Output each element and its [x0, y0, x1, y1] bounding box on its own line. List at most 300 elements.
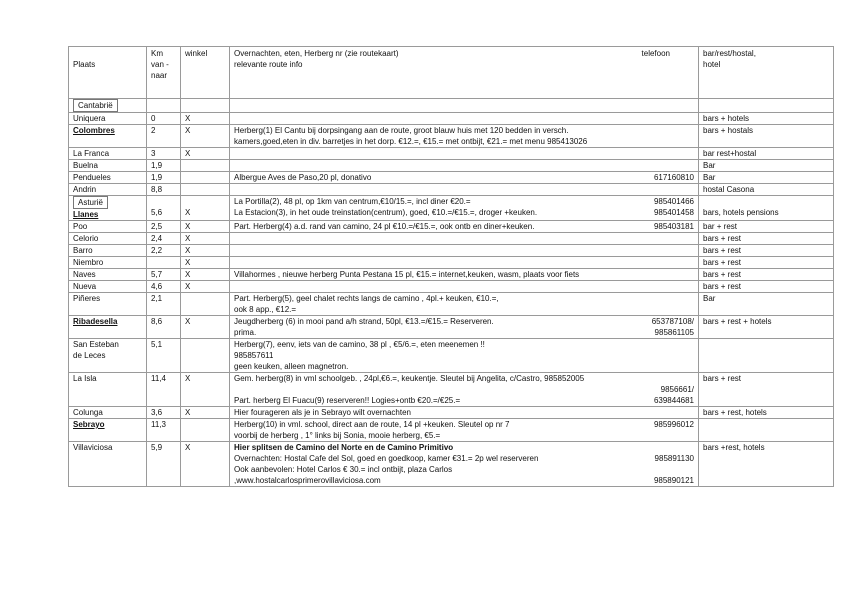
info-line [234, 430, 694, 441]
bar-value: bars + rest [703, 282, 742, 291]
place-cell [69, 196, 147, 221]
phone-number: 985891130 [654, 454, 694, 463]
info-text: geen keuken, alleen magnetron. [234, 362, 349, 371]
info-cell [230, 339, 699, 373]
bar-value: hostal Casona [703, 185, 755, 194]
info-line [234, 125, 694, 136]
km-cell [147, 373, 181, 407]
info-text: Part. Herberg(4) a.d. rand van camino, 24 pl €10.=/€15.=, ook ontb en diner+keuken. [234, 222, 535, 231]
place-name-wrap [73, 148, 142, 159]
place-name: Uniquera [73, 114, 106, 123]
place-name: La Isla [73, 374, 97, 383]
phone-number [688, 350, 694, 361]
place-name: Buelna [73, 161, 98, 170]
bar-value: bar rest+hostal [703, 149, 757, 158]
place-name-wrap [73, 339, 142, 350]
info-line [234, 373, 694, 384]
bar-value: bars + hostals [703, 126, 754, 135]
info-cell [230, 442, 699, 487]
winkel-spacer [185, 196, 225, 207]
place-name-wrap [73, 233, 142, 244]
place-name-wrap [73, 293, 142, 304]
region-label: Asturië [73, 196, 108, 209]
winkel-mark: X [185, 208, 191, 217]
place-cell [69, 148, 147, 160]
km-value: 1,9 [151, 161, 163, 170]
header-bar-line2: hotel [703, 60, 721, 69]
winkel-mark: X [185, 443, 191, 452]
winkel-cell [181, 442, 230, 487]
place-name: Andrin [73, 185, 97, 194]
info-line [234, 361, 694, 372]
place-name: Niembro [73, 258, 104, 267]
table-row [69, 316, 834, 339]
phone-number [688, 304, 694, 315]
km-cell [147, 221, 181, 233]
phone-number: 985861105 [654, 328, 694, 337]
info-text: Villahormes , nieuwe herberg Punta Pestana 15 pl, €15.= internet,keuken, wasm, plaats voor fiets [234, 270, 580, 279]
info-cell [230, 221, 699, 233]
winkel-cell [181, 257, 230, 269]
place-name-wrap [73, 221, 142, 232]
phone-number: 985403181 [653, 222, 694, 231]
km-value: 5,7 [151, 270, 163, 279]
km-cell [147, 293, 181, 316]
km-value: 2 [151, 126, 156, 135]
bar-value: bars + rest [703, 234, 742, 243]
header-row [69, 47, 834, 99]
bar-cell [699, 184, 834, 196]
place-name: Celorio [73, 234, 99, 243]
header-overnachten [230, 47, 699, 99]
table-row [69, 221, 834, 233]
place-name: La Franca [73, 149, 110, 158]
phone-number: 985890121 [653, 476, 694, 485]
km-spacer [151, 196, 176, 207]
phone-number [688, 442, 694, 453]
phone-number [688, 361, 694, 372]
winkel-mark: X [185, 234, 191, 243]
bar-cell [699, 419, 834, 442]
km-cell [147, 172, 181, 184]
info-text: ,www.hostalcarlosprimerovillaviciosa.com [234, 476, 381, 485]
place-name-wrap [73, 316, 142, 327]
place-cell [69, 160, 147, 172]
place-name-wrap [73, 373, 142, 384]
region-asturie-wrap [73, 196, 142, 209]
region-empty-cell [181, 99, 230, 113]
header-plaats [69, 47, 147, 99]
table-row [69, 373, 834, 407]
info-line [234, 464, 694, 475]
info-text: Hier fourageren als je in Sebrayo wilt overnachten [234, 408, 411, 417]
place-name: Poo [73, 222, 88, 231]
place-cell [69, 316, 147, 339]
table-row [69, 419, 834, 442]
info-cell [230, 281, 699, 293]
bar-cell [699, 293, 834, 316]
place-cell [69, 419, 147, 442]
info-line [234, 269, 694, 280]
region-cell [69, 99, 147, 113]
info-text: Hier splitsen de Camino del Norte en de Camino Primitivo [234, 443, 454, 452]
table-row [69, 442, 834, 487]
info-text: 985857611 [234, 351, 274, 360]
info-line [234, 316, 694, 327]
place-name-wrap [73, 442, 142, 453]
phone-number [688, 293, 694, 304]
bar-cell [699, 373, 834, 407]
region-empty-cell [699, 99, 834, 113]
place-name: Colunga [73, 408, 103, 417]
info-text: Jeugdherberg (6) in mooi pand a/h strand, 50pl, €13.=/€15.= Reserveren. [234, 317, 494, 326]
bar-cell [699, 269, 834, 281]
km-value: 11,4 [151, 374, 166, 383]
km-cell [147, 233, 181, 245]
info-line [234, 339, 694, 350]
phone-number [688, 430, 694, 441]
winkel-cell [181, 148, 230, 160]
info-line [234, 172, 694, 183]
info-text: La Estacion(3), in het oude treinstation(centrum), goed, €10.=/€15.=, droger +keuken. [234, 208, 538, 217]
table-row [69, 281, 834, 293]
info-text: kamers,goed,eten in div. barretjes in het dorp. €12.=, €15.= met ontbijt, €21.= met menu 985413026 [234, 137, 588, 146]
km-value: 1,9 [151, 173, 163, 182]
place-name: San Esteban [73, 340, 119, 349]
phone-number: 639844681 [653, 396, 694, 405]
winkel-cell [181, 316, 230, 339]
header-winkel-label: winkel [185, 49, 208, 58]
info-text: prima. [234, 328, 257, 337]
km-cell [147, 316, 181, 339]
table-row [69, 245, 834, 257]
table-row [69, 160, 834, 172]
km-value: 4,6 [151, 282, 163, 291]
km-value: 11,3 [151, 420, 166, 429]
header-km [147, 47, 181, 99]
info-line [234, 350, 694, 361]
place-cell [69, 257, 147, 269]
info-line [234, 419, 694, 430]
place-name: Piñeres [73, 294, 101, 303]
bar-cell [699, 339, 834, 373]
bar-value: bars, hotels pensions [703, 208, 779, 217]
place-name-line2: de Leces [73, 351, 106, 360]
km-value: 5,1 [151, 340, 163, 349]
info-text: Part. herberg El Fuacu(9) reserveren!! Logies+ontb €20.=/€25.= [234, 396, 461, 405]
table-row [69, 233, 834, 245]
place-name: Ribadesella [73, 317, 118, 326]
info-text: Albergue Aves de Paso,20 pl, donativo [234, 173, 372, 182]
info-cell [230, 407, 699, 419]
phone-number [688, 269, 694, 280]
winkel-mark: X [185, 114, 191, 123]
km-cell [147, 419, 181, 442]
bar-spacer [703, 196, 829, 207]
place-name-wrap [73, 407, 142, 418]
km-value: 2,4 [151, 234, 163, 243]
bar-value: bar + rest [703, 222, 738, 231]
header-km-line1: Km [151, 49, 163, 58]
info-cell [230, 160, 699, 172]
winkel-cell [181, 160, 230, 172]
place-name: Barro [73, 246, 93, 255]
bar-value: bars + rest, hotels [703, 408, 767, 417]
km-value: 8,8 [151, 185, 163, 194]
info-line [234, 407, 694, 418]
info-cell [230, 316, 699, 339]
place-name-wrap [73, 419, 142, 430]
bar-cell [699, 407, 834, 419]
bar-cell [699, 281, 834, 293]
place-cell [69, 339, 147, 373]
info-line [234, 221, 694, 232]
km-cell [147, 245, 181, 257]
winkel-mark: X [185, 258, 191, 267]
bar-cell [699, 160, 834, 172]
info-text: Gem. herberg(8) in vml schoolgeb. , 24pl,€6.=, keukentje. Sleutel bij Angelita, c/Castro, 985852005 [234, 374, 585, 383]
header-plaats-label: Plaats [73, 60, 96, 69]
winkel-mark: X [185, 282, 191, 291]
info-line [234, 327, 694, 338]
km-cell [147, 281, 181, 293]
info-cell [230, 184, 699, 196]
bar-value: bars + rest + hotels [703, 317, 772, 326]
place-name: Colombres [73, 126, 115, 135]
km-cell [147, 160, 181, 172]
km-value: 3 [151, 149, 156, 158]
info-line [234, 395, 694, 406]
phone-number: 985401458 [653, 208, 694, 217]
bar-value: bars + rest [703, 258, 742, 267]
table-row [69, 172, 834, 184]
bar-value: Bar [703, 161, 716, 170]
phone-number: 653787108/ [651, 317, 694, 326]
place-name: Nueva [73, 282, 97, 291]
km-value: 0 [151, 114, 156, 123]
bar-cell [699, 125, 834, 148]
winkel-mark: X [185, 149, 191, 158]
info-line [234, 304, 694, 315]
winkel-mark: X [185, 270, 191, 279]
table-row [69, 196, 834, 221]
winkel-cell [181, 419, 230, 442]
info-text: Part. Herberg(5), geel chalet rechts langs de camino , 4pl.+ keuken, €10.=, [234, 294, 499, 303]
place-name-wrap [73, 160, 142, 171]
header-bar-line1: bar/rest/hostal, [703, 49, 756, 58]
header-km-line3: naar [151, 71, 168, 80]
phone-number: 9856661/ [660, 385, 694, 394]
place-name-wrap [73, 113, 142, 124]
bar-cell [699, 148, 834, 160]
info-text: Ook aanbevolen: Hotel Carlos € 30.= incl ontbijt, plaza Carlos [234, 465, 453, 474]
header-telefoon-label: telefoon [641, 49, 670, 58]
km-cell [147, 339, 181, 373]
km-cell [147, 148, 181, 160]
place-name: Pendueles [73, 173, 111, 182]
winkel-cell [181, 221, 230, 233]
bar-value: bars +rest, hotels [703, 443, 765, 452]
place-name-wrap [73, 125, 142, 136]
bar-cell [699, 113, 834, 125]
region-label: Cantabrië [73, 99, 118, 112]
table-row [69, 113, 834, 125]
winkel-mark: X [185, 222, 191, 231]
bar-cell [699, 221, 834, 233]
table-row [69, 184, 834, 196]
place-cell [69, 442, 147, 487]
winkel-mark: X [185, 317, 191, 326]
info-line [234, 136, 694, 147]
table-row [69, 293, 834, 316]
region-empty-cell [147, 99, 181, 113]
winkel-cell [181, 339, 230, 373]
place-name-wrap [73, 209, 142, 220]
km-value: 5,9 [151, 443, 163, 452]
winkel-mark: X [185, 408, 191, 417]
phone-number [688, 339, 694, 350]
bar-value: bars + rest [703, 374, 742, 383]
km-value: 5,6 [151, 208, 163, 217]
info-text: Overnachten: Hostal Cafe del Sol, goed en goedkoop, kamer €31.= 2p wel reserveren [234, 454, 539, 463]
winkel-cell [181, 407, 230, 419]
place-cell [69, 125, 147, 148]
place-cell [69, 233, 147, 245]
info-text: voorbij de herberg , 1° links bij Sonia, mooie herberg, €5.= [234, 431, 441, 440]
place-name: Naves [73, 270, 96, 279]
info-line [234, 442, 694, 453]
phone-number [688, 125, 694, 136]
region-empty-cell [230, 99, 699, 113]
info-text: Herberg(10) in vml. school, direct aan de route, 14 pl +keuken. Sleutel op nr 7 [234, 420, 510, 429]
km-cell [147, 407, 181, 419]
winkel-cell [181, 269, 230, 281]
place-cell [69, 245, 147, 257]
km-cell [147, 269, 181, 281]
bar-value: bars + rest [703, 270, 742, 279]
header-bar [699, 47, 834, 99]
info-cell [230, 172, 699, 184]
winkel-cell [181, 172, 230, 184]
km-value: 2,5 [151, 222, 163, 231]
info-text: La Portilla(2), 48 pl, op 1km van centrum,€10/15.=, incl diner €20.= [234, 197, 471, 206]
info-cell [230, 373, 699, 407]
km-value: 3,6 [151, 408, 163, 417]
info-cell [230, 257, 699, 269]
winkel-mark: X [185, 126, 191, 135]
bar-cell [699, 245, 834, 257]
winkel-mark: X [185, 246, 191, 255]
km-value: 2,1 [151, 294, 163, 303]
place-name: Llanes [73, 210, 99, 219]
bar-cell [699, 172, 834, 184]
place-cell [69, 269, 147, 281]
phone-number: 617160810 [653, 173, 694, 182]
info-line [234, 207, 694, 218]
place-name-wrap [73, 245, 142, 256]
info-cell [230, 196, 699, 221]
place-cell [69, 281, 147, 293]
km-value: 8,6 [151, 317, 163, 326]
place-name-line2-wrap [73, 350, 142, 361]
info-cell [230, 233, 699, 245]
place-cell [69, 184, 147, 196]
place-cell [69, 373, 147, 407]
km-cell [147, 113, 181, 125]
table-row [69, 148, 834, 160]
info-line [234, 196, 694, 207]
info-cell [230, 293, 699, 316]
place-cell [69, 113, 147, 125]
place-name-wrap [73, 172, 142, 183]
place-name-wrap [73, 281, 142, 292]
phone-number: 985401466 [653, 197, 694, 206]
bar-cell [699, 233, 834, 245]
route-table-body [69, 99, 834, 487]
km-value: 2,2 [151, 246, 163, 255]
winkel-cell [181, 184, 230, 196]
place-cell [69, 221, 147, 233]
info-cell [230, 113, 699, 125]
info-cell [230, 419, 699, 442]
phone-number [688, 373, 694, 384]
place-cell [69, 293, 147, 316]
place-cell [69, 407, 147, 419]
winkel-cell [181, 373, 230, 407]
place-name: Sebrayo [73, 420, 105, 429]
place-name-wrap [73, 184, 142, 195]
phone-number [688, 407, 694, 418]
header-km-line2: van - [151, 60, 169, 69]
place-cell [69, 172, 147, 184]
place-name-wrap [73, 269, 142, 280]
bar-value: bars + hotels [703, 114, 750, 123]
km-cell [147, 196, 181, 221]
km-cell [147, 442, 181, 487]
winkel-cell [181, 233, 230, 245]
winkel-cell [181, 113, 230, 125]
winkel-cell [181, 196, 230, 221]
bar-cell [699, 257, 834, 269]
bar-cell [699, 442, 834, 487]
km-cell [147, 184, 181, 196]
route-table [68, 46, 834, 487]
place-name: Villaviciosa [73, 443, 113, 452]
winkel-cell [181, 245, 230, 257]
info-cell [230, 245, 699, 257]
region-row [69, 99, 834, 113]
winkel-cell [181, 125, 230, 148]
info-text: Herberg(7), eenv, iets van de camino, 38 pl , €5/6.=, eten meenemen !! [234, 340, 485, 349]
km-cell [147, 125, 181, 148]
bar-value: bars + rest [703, 246, 742, 255]
phone-number [688, 136, 694, 147]
winkel-cell [181, 281, 230, 293]
info-line [234, 384, 694, 395]
info-cell [230, 125, 699, 148]
bar-value: Bar [703, 173, 716, 182]
table-row [69, 339, 834, 373]
table-row [69, 257, 834, 269]
phone-number [688, 464, 694, 475]
bar-value: Bar [703, 294, 716, 303]
winkel-cell [181, 293, 230, 316]
info-cell [230, 148, 699, 160]
info-line [234, 475, 694, 486]
bar-cell [699, 316, 834, 339]
table-row [69, 125, 834, 148]
info-line [234, 293, 694, 304]
